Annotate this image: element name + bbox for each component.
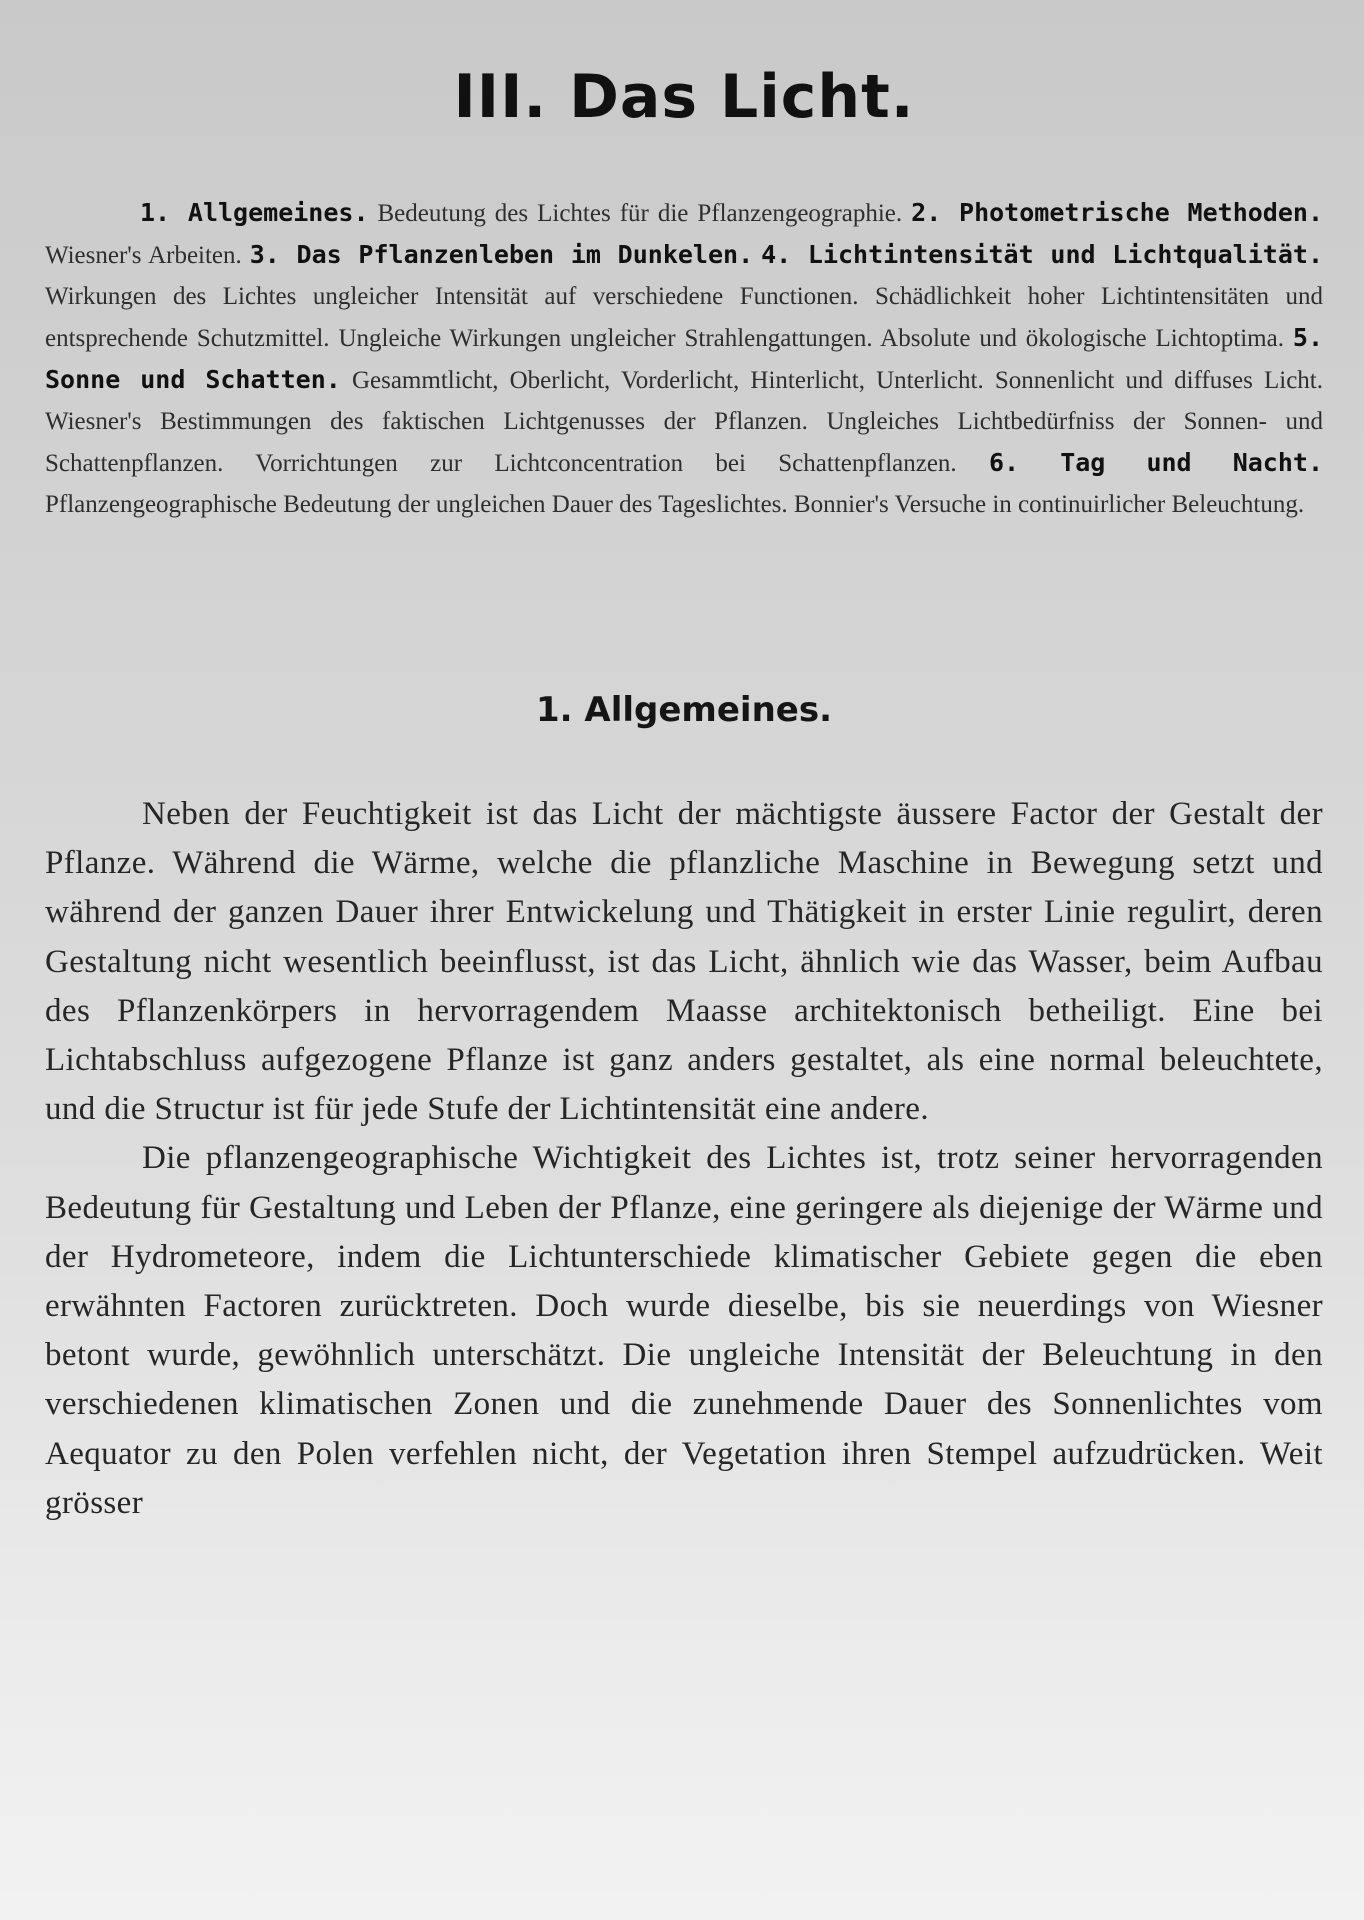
synopsis-heading-3: 3. Das Pflanzenleben im Dunkelen. bbox=[249, 240, 754, 269]
section-heading: 1. Allgemeines. bbox=[536, 690, 832, 730]
synopsis-heading-2: 2. Photometrische Methoden. bbox=[911, 198, 1324, 227]
chapter-synopsis bbox=[45, 192, 1323, 525]
synopsis-text-6: Pflanzengeographische Bedeutung der ungleichen Dauer des Tageslichtes. Bonnier's Versuche in continuirlicher Beleuchtung. bbox=[45, 491, 1305, 518]
chapter-title: III. Das Licht. bbox=[453, 62, 915, 132]
synopsis-heading-5: 5. Sonne und Schatten. bbox=[45, 323, 1323, 394]
synopsis-text bbox=[45, 192, 1323, 525]
synopsis-text-5: Gesammtlicht, Oberlicht, Vorderlicht, Hinterlicht, Unterlicht. Sonnenlicht und diffuses Licht. Wiesner's Bestimmungen des faktischen Lichtgenusses der Pflanzen. Ungleiches Lichtbedürfniss der Sonnen- und Schattenpflanzen. Vorrichtungen zur Lichtconcentration bei Schattenpflanzen. bbox=[45, 367, 1323, 477]
synopsis-text-3 bbox=[753, 242, 761, 269]
synopsis-text-4: Wirkungen des Lichtes ungleicher Intensität auf verschiedene Functionen. Schädlichkeit hoher Lichtintensitäten und entsprechende Schutzmittel. Ungleiche Wirkungen ungleicher Strahlengattungen. Absolute und ökologische Lichtoptima. bbox=[45, 283, 1323, 352]
body-text bbox=[45, 790, 1323, 1528]
synopsis-heading-4: 4. Lichtintensität und Lichtqualität. bbox=[761, 240, 1323, 269]
synopsis-text-2: Wiesner's Arbeiten. bbox=[45, 242, 250, 269]
synopsis-heading-1: 1. Allgemeines. bbox=[140, 198, 369, 227]
paragraph-2: Die pflanzengeographische Wichtigkeit des Lichtes ist, trotz seiner hervorragenden Bedeutung für Gestaltung und Leben der Pflanze, eine geringere als diejenige der Wärme und der Hydrometeore, indem die Lichtunterschiede klimatischer Gebiete gegen die eben erwähnten Factoren zurücktreten. Doch wurde dieselbe, bis sie neuerdings von Wiesner betont wurde, gewöhnlich unterschätzt. Die ungleiche Intensität der Beleuchtung in den verschiedenen klimatischen Zonen und die zunehmende Dauer des Sonnenlichtes vom Aequator zu den Polen verfehlen nicht, der Vegetation ihren Stempel aufzudrücken. Weit grösser bbox=[45, 1140, 1323, 1521]
synopsis-heading-6: 6. Tag und Nacht. bbox=[988, 448, 1324, 477]
paragraph-1: Neben der Feuchtigkeit ist das Licht der mächtigste äussere Factor der Gestalt der Pflanze. Während die Wärme, welche die pflanzliche Maschine in Bewegung setzt und während der ganzen Dauer ihrer Entwickelung und Thätigkeit in erster Linie regulirt, deren Gestaltung nicht wesentlich beeinflusst, ist das Licht, ähnlich wie das Wasser, beim Aufbau des Pflanzenkörpers in hervorragendem Maasse architektonisch betheiligt. Eine bei Lichtabschluss aufgezogene Pflanze ist ganz anders gestaltet, als eine normal beleuchtete, und die Structur ist für jede Stufe der Lichtintensität eine andere. bbox=[45, 796, 1323, 1128]
synopsis-text-1: Bedeutung des Lichtes für die Pflanzengeographie. bbox=[368, 200, 912, 227]
